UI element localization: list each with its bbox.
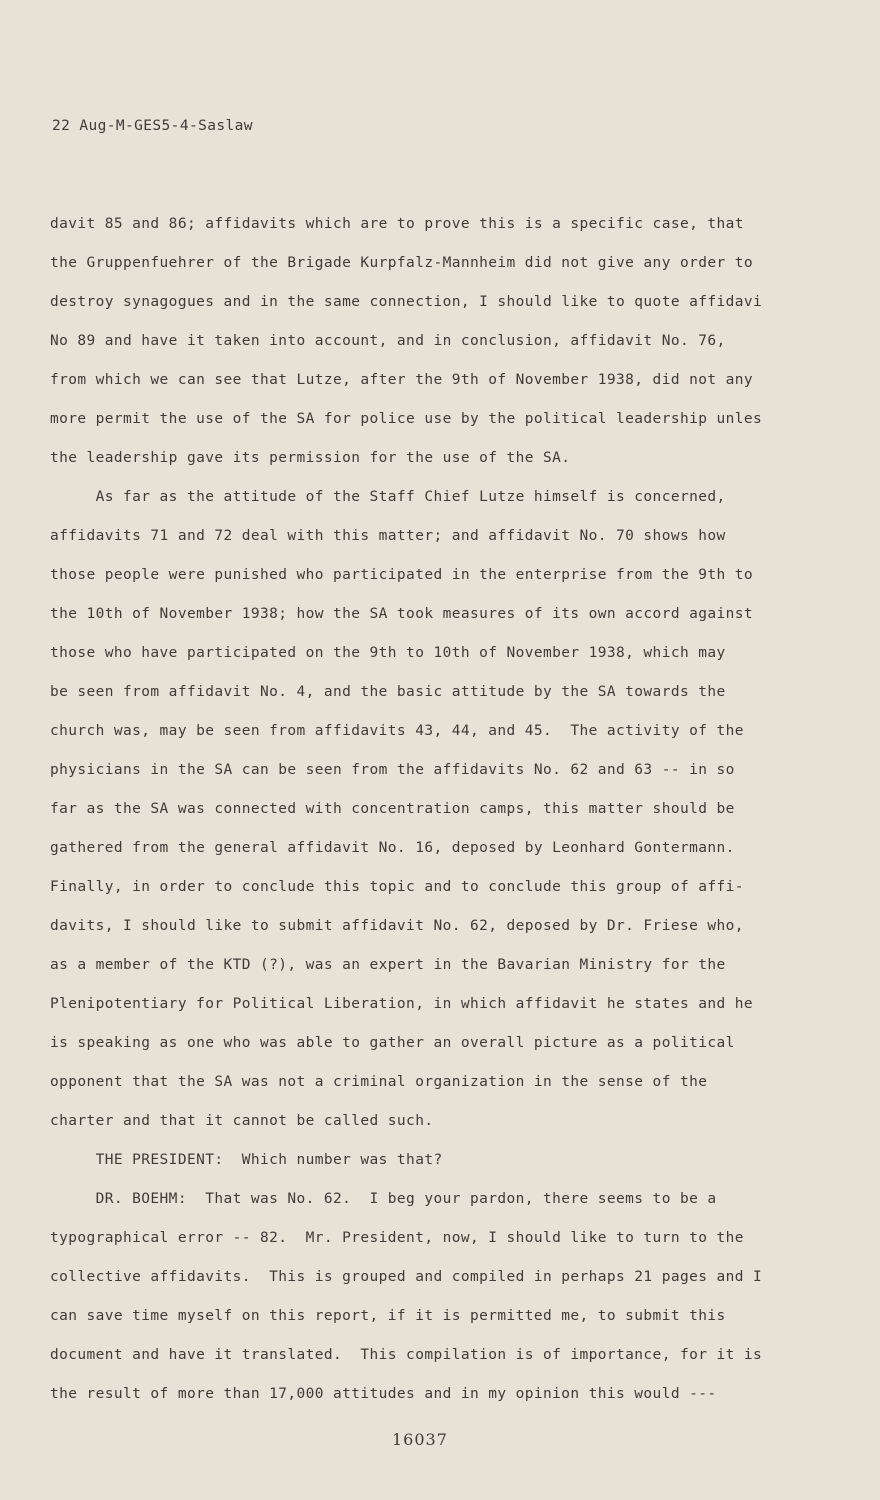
text-line: davits, I should like to submit affidavit No. 62, deposed by Dr. Friese who, xyxy=(50,918,744,934)
text-line: more permit the use of the SA for police use by the political leadership unles xyxy=(50,411,763,427)
text-line: No 89 and have it taken into account, and in conclusion, affidavit No. 76, xyxy=(50,333,726,349)
text-line: the leadership gave its permission for the use of the SA. xyxy=(50,450,571,466)
text-line: far as the SA was connected with concentration camps, this matter should be xyxy=(50,801,735,817)
text-line: affidavits 71 and 72 deal with this matter; and affidavit No. 70 shows how xyxy=(50,528,726,544)
text-line: As far as the attitude of the Staff Chief Lutze himself is concerned, xyxy=(50,489,726,505)
text-line: as a member of the KTD (?), was an expert in the Bavarian Ministry for the xyxy=(50,957,726,973)
text-line: collective affidavits. This is grouped and compiled in perhaps 21 pages and I xyxy=(50,1269,763,1285)
page-number: 16037 xyxy=(392,1430,448,1449)
text-line: DR. BOEHM: That was No. 62. I beg your pardon, there seems to be a xyxy=(50,1191,717,1207)
text-line: THE PRESIDENT: Which number was that? xyxy=(50,1152,443,1168)
text-line: document and have it translated. This compilation is of importance, for it is xyxy=(50,1347,763,1363)
text-line: typographical error -- 82. Mr. President, now, I should like to turn to the xyxy=(50,1230,744,1246)
text-line: those people were punished who participated in the enterprise from the 9th to xyxy=(50,567,753,583)
text-line: from which we can see that Lutze, after the 9th of November 1938, did not any xyxy=(50,372,753,388)
text-line: physicians in the SA can be seen from the affidavits No. 62 and 63 -- in so xyxy=(50,762,735,778)
text-line: is speaking as one who was able to gather an overall picture as a political xyxy=(50,1035,735,1051)
text-line: opponent that the SA was not a criminal organization in the sense of the xyxy=(50,1074,708,1090)
text-line: destroy synagogues and in the same connection, I should like to quote affidavi xyxy=(50,294,763,310)
text-line: charter and that it cannot be called such. xyxy=(50,1113,434,1129)
text-line: the 10th of November 1938; how the SA took measures of its own accord against xyxy=(50,606,753,622)
text-line: be seen from affidavit No. 4, and the basic attitude by the SA towards the xyxy=(50,684,726,700)
text-line: Finally, in order to conclude this topic and to conclude this group of affi- xyxy=(50,879,744,895)
document-header: 22 Aug-M-GES5-4-Saslaw xyxy=(52,118,253,134)
text-line: davit 85 and 86; affidavits which are to prove this is a specific case, that xyxy=(50,216,744,232)
text-line: gathered from the general affidavit No. 16, deposed by Leonhard Gontermann. xyxy=(50,840,735,856)
text-line: Plenipotentiary for Political Liberation, in which affidavit he states and he xyxy=(50,996,753,1012)
text-line: those who have participated on the 9th to 10th of November 1938, which may xyxy=(50,645,726,661)
text-line: church was, may be seen from affidavits 43, 44, and 45. The activity of the xyxy=(50,723,744,739)
text-line: the result of more than 17,000 attitudes and in my opinion this would --- xyxy=(50,1386,717,1402)
text-line: can save time myself on this report, if it is permitted me, to submit this xyxy=(50,1308,726,1324)
text-line: the Gruppenfuehrer of the Brigade Kurpfalz-Mannheim did not give any order to xyxy=(50,255,753,271)
